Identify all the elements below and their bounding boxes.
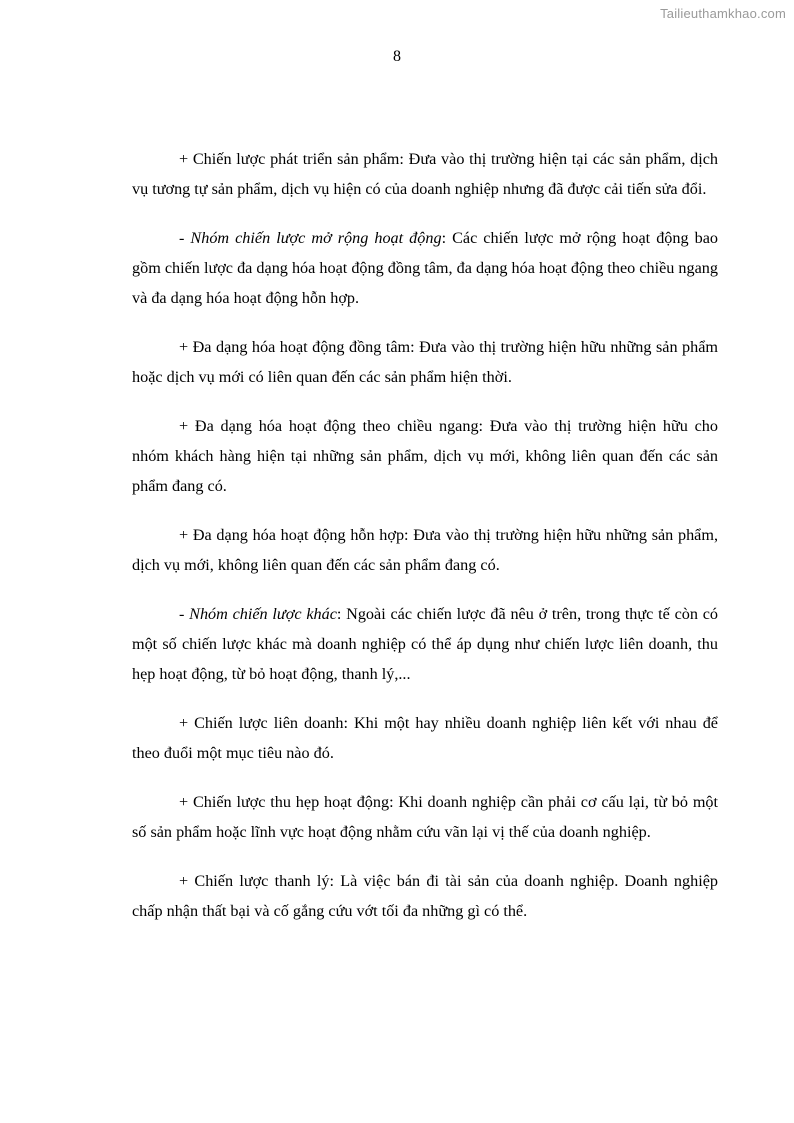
paragraph-product-development [132,144,718,204]
paragraph-liquidation [132,866,718,926]
paragraph-expansion-group [132,223,718,313]
paragraph-lead: - [179,229,191,247]
paragraph-italic-heading: Nhóm chiến lược mở rộng hoạt động [190,229,442,247]
paragraph-text: + Chiến lược thu hẹp hoạt động: Khi doanh nghiệp cần phải cơ cấu lại, từ bỏ một số sản phẩm hoặc lĩnh vực hoạt động nhằm cứu vãn lại vị thế của doanh nghiệp. [132,793,718,841]
paragraph-italic-heading: Nhóm chiến lược khác [189,605,337,623]
paragraph-text: + Chiến lược phát triển sản phẩm: Đưa vào thị trường hiện tại các sản phẩm, dịch vụ tương tự sản phẩm, dịch vụ hiện có của doanh nghiệp nhưng đã được cải tiến sửa đổi. [132,150,718,198]
paragraph-joint-venture [132,708,718,768]
paragraph-text: + Đa dạng hóa hoạt động theo chiều ngang: Đưa vào thị trường hiện hữu cho nhóm khách hàng hiện tại những sản phẩm, dịch vụ mới, không liên quan đến các sản phẩm đang có. [132,417,718,495]
paragraph-horizontal-diversification [132,411,718,501]
paragraph-text: + Đa dạng hóa hoạt động hỗn hợp: Đưa vào thị trường hiện hữu những sản phẩm, dịch vụ mới, không liên quan đến các sản phẩm đang có. [132,526,718,574]
paragraph-text: + Chiến lược thanh lý: Là việc bán đi tài sản của doanh nghiệp. Doanh nghiệp chấp nhận thất bại và cố gắng cứu vớt tối đa những gì có thể. [132,872,718,920]
paragraph-retrenchment [132,787,718,847]
document-body [132,144,718,945]
paragraph-text: + Chiến lược liên doanh: Khi một hay nhiều doanh nghiệp liên kết với nhau để theo đuổi một mục tiêu nào đó. [132,714,718,762]
page-number: 8 [393,48,401,65]
paragraph-text: : Các chiến lược mở rộng hoạt động bao gồm chiến lược đa dạng hóa hoạt động đồng tâm, đa dạng hóa hoạt động theo chiều ngang và đa dạng hóa hoạt động hỗn hợp. [132,229,718,307]
paragraph-lead: - [179,605,190,623]
paragraph-concentric-diversification [132,332,718,392]
paragraph-conglomerate-diversification [132,520,718,580]
watermark-text: Tailieuthamkhao.com [660,6,786,21]
paragraph-other-group [132,599,718,689]
paragraph-text: + Đa dạng hóa hoạt động đồng tâm: Đưa vào thị trường hiện hữu những sản phẩm hoặc dịch vụ mới có liên quan đến các sản phẩm hiện thời. [132,338,718,386]
paragraph-text: : Ngoài các chiến lược đã nêu ở trên, trong thực tế còn có một số chiến lược khác mà doanh nghiệp có thể áp dụng như chiến lược liên doanh, thu hẹp hoạt động, từ bỏ hoạt động, thanh lý,... [132,605,718,683]
